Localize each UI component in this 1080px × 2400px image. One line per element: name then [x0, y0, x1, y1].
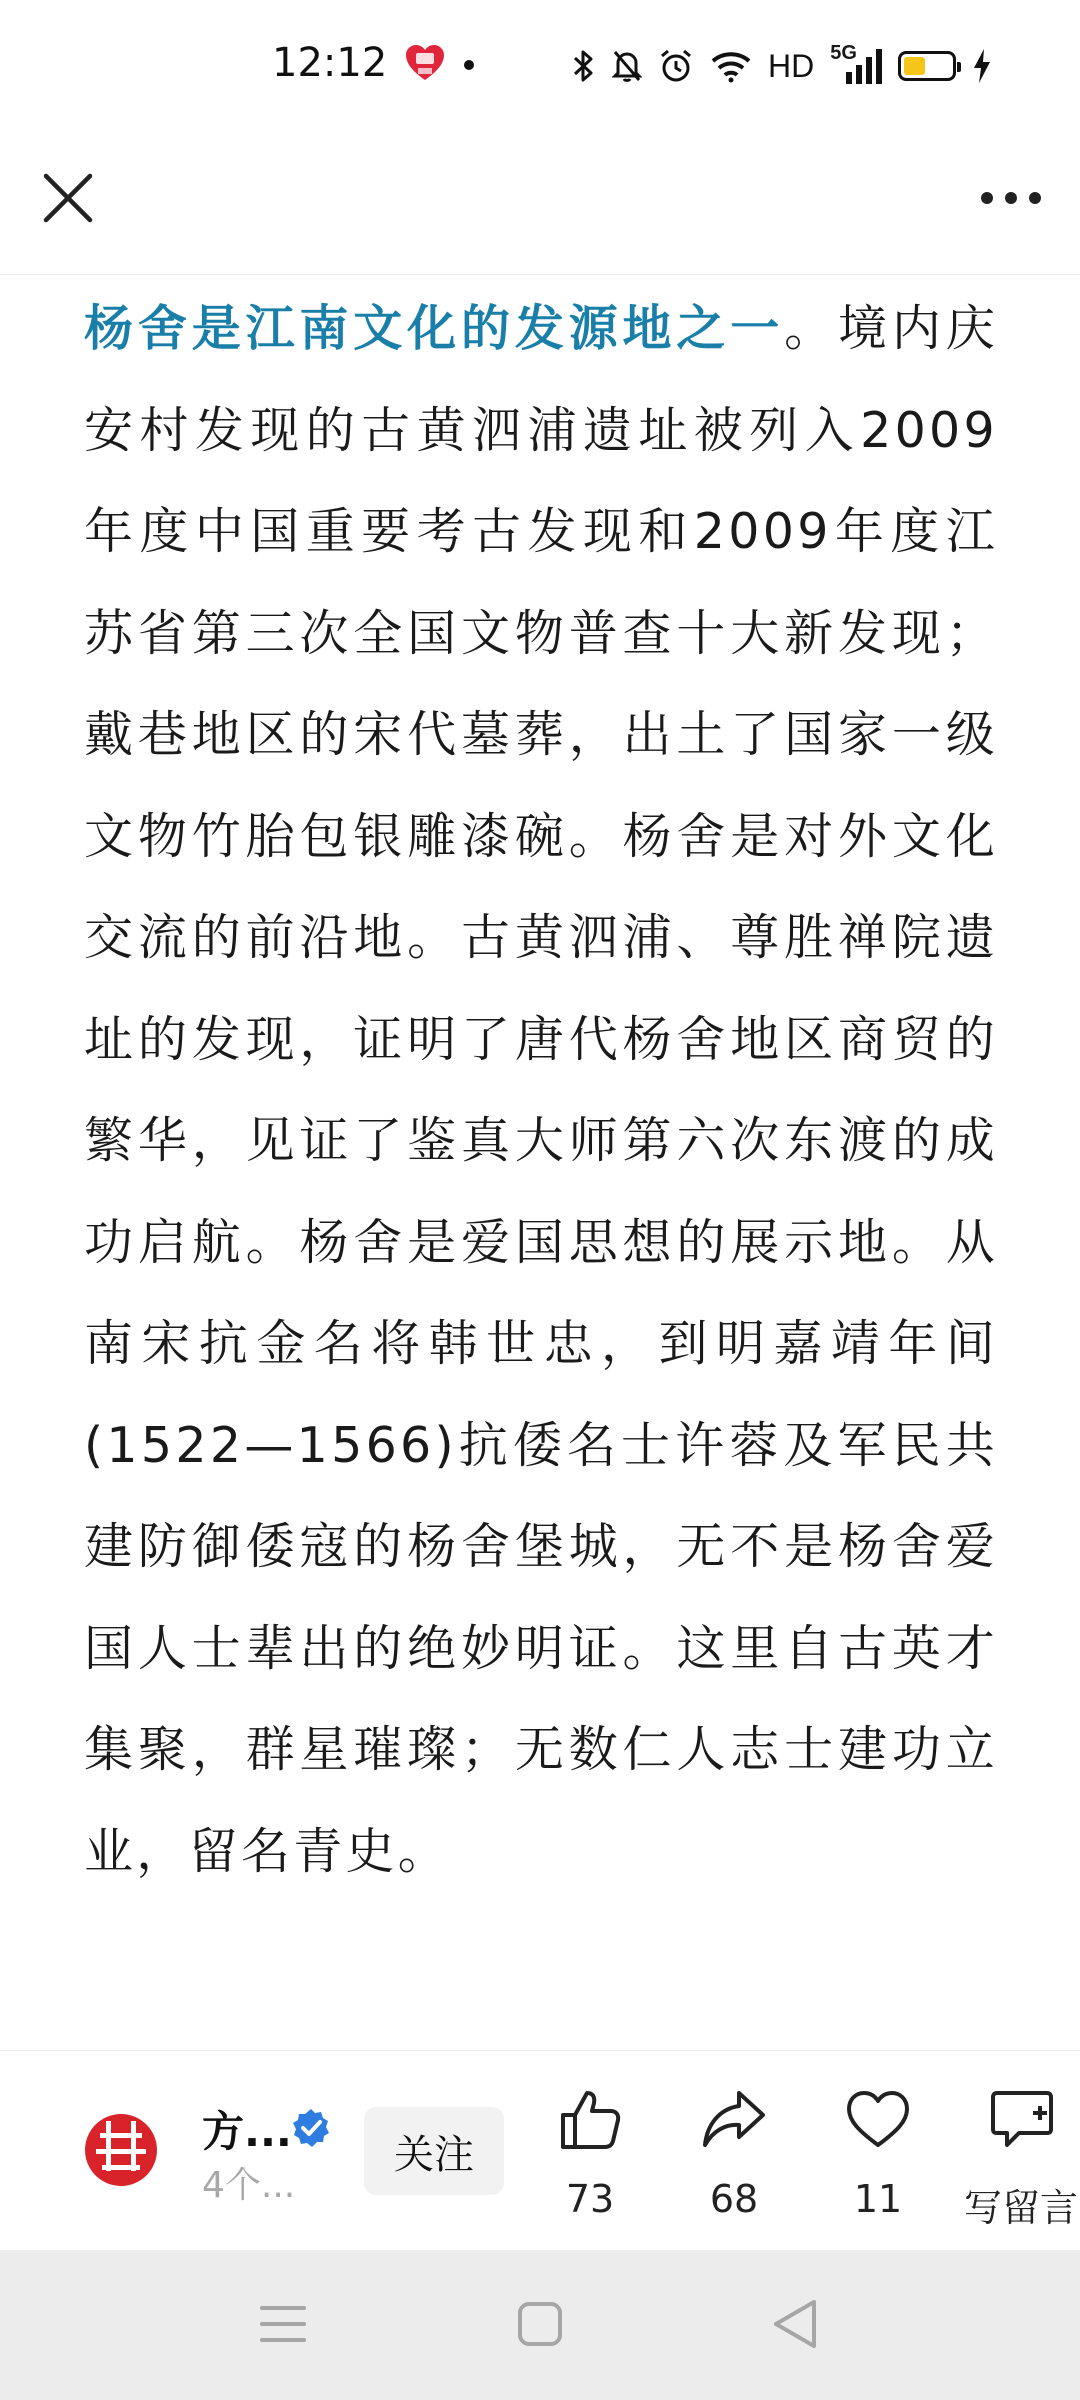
more-icon[interactable] [978, 180, 1044, 216]
close-icon[interactable] [40, 170, 96, 226]
article-body [84, 274, 998, 2044]
status-bar [0, 0, 1080, 130]
heart-icon [845, 2087, 911, 2153]
promo-618-icon [404, 44, 446, 82]
charging-icon [972, 48, 992, 84]
article-text: 。境内庆安村发现的古黄泗浦遗址被列入2009年度中国重要考古发现和2009年度江苏省第三次全国文物普查十大新发现；戴巷地区的宋代墓葬，出土了国家一级文物竹胎包银雕漆碗。杨舍是对外文化交流的前沿地。古黄泗浦、尊胜禅院遗址的发现，证明了唐代杨舍地区商贸的繁华，见证了鉴真大师第六次东渡的成功启航。杨舍是爱国思想的展示地。从南宋抗金名将韩世忠，到明嘉靖年间(1522—1566)抗倭名士许蓉及军民共建防御倭寇的杨舍堡城，无不是杨舍爱国人士辈出的绝妙明证。这里自古英才集聚，群星璀璨；无数仁人志士建功立业，留名青史。 [84, 300, 998, 1880]
favorite-button[interactable] [818, 2087, 938, 2227]
author-subtitle: 4个... [202, 2165, 296, 2206]
comment-label: 写留言 [964, 2186, 1079, 2227]
comment-button[interactable] [962, 2087, 1080, 2227]
system-nav-bar [0, 2250, 1080, 2400]
article-header [0, 130, 1080, 275]
article-paragraph [84, 274, 998, 1902]
share-icon [701, 2087, 767, 2153]
wifi-icon [710, 49, 752, 83]
share-count: 68 [709, 2177, 759, 2221]
alarm-icon [658, 48, 694, 84]
like-count: 73 [565, 2177, 615, 2221]
author-name[interactable]: 方... [202, 2107, 292, 2156]
like-button[interactable] [530, 2087, 650, 2227]
follow-button[interactable]: 关注 [364, 2107, 504, 2195]
article-highlight: 杨舍是江南文化的发源地之一 [84, 300, 785, 357]
avatar[interactable] [84, 2107, 158, 2189]
menu-icon[interactable] [258, 2302, 308, 2346]
network-label: HD [768, 47, 815, 84]
share-button[interactable] [674, 2087, 794, 2227]
verified-icon [290, 2107, 332, 2149]
favorite-count: 11 [853, 2177, 903, 2221]
signal-label: 5G [830, 42, 857, 64]
mute-icon [612, 49, 642, 83]
bluetooth-icon [572, 49, 596, 83]
action-bar [0, 2050, 1080, 2251]
signal-icon [830, 42, 882, 86]
status-time: 12:12 [272, 40, 388, 86]
thumbs-up-icon [557, 2087, 623, 2153]
home-icon[interactable] [516, 2300, 564, 2348]
battery-icon [898, 51, 956, 81]
status-icons [572, 44, 992, 88]
back-icon[interactable] [770, 2296, 820, 2352]
notification-dot [464, 60, 474, 70]
comment-icon [989, 2087, 1055, 2153]
